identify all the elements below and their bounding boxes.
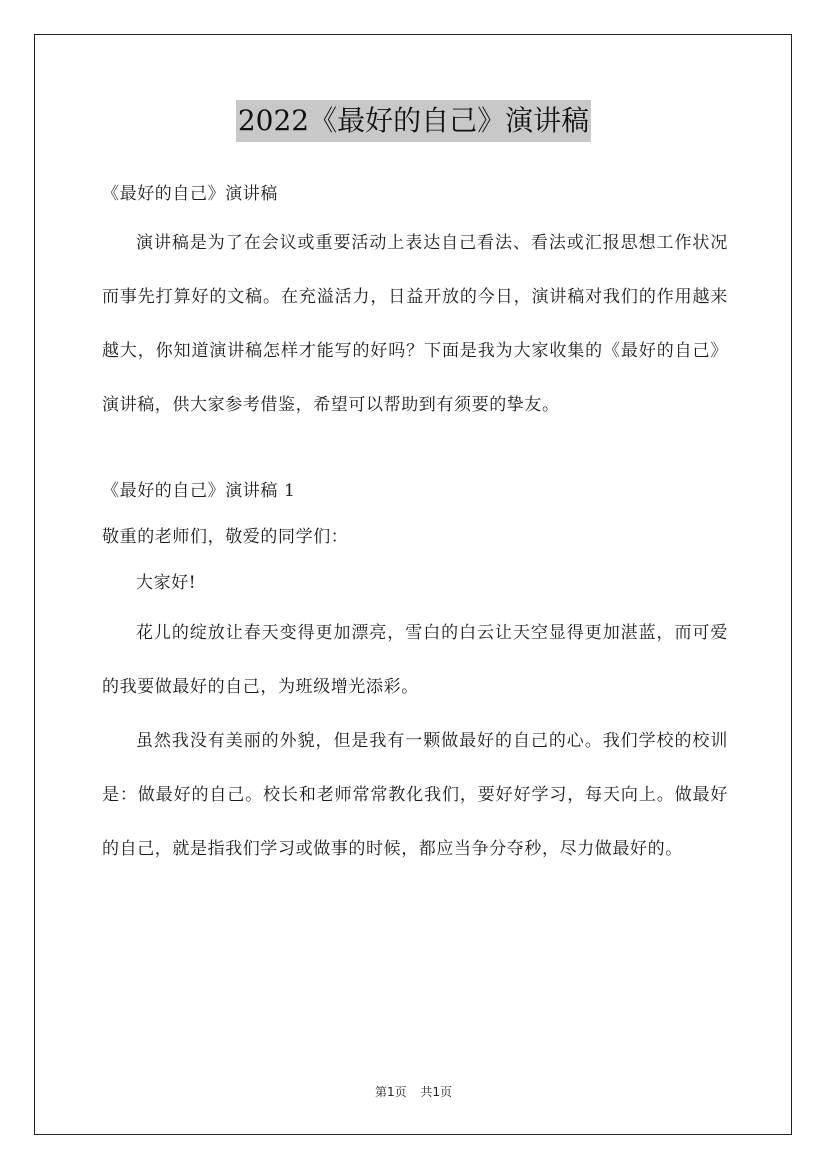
salutation: 敬重的老师们，敬爱的同学们： xyxy=(102,527,349,547)
title-container xyxy=(0,100,827,142)
section-heading: 《最好的自己》演讲稿 1 xyxy=(102,481,296,501)
body-paragraph-1: 花儿的绽放让春天变得更加漂亮，雪白的白云让天空显得更加湛蓝，而可爱的我要做最好的自己，为班级增光添彩。 xyxy=(102,623,728,697)
greeting: 大家好! xyxy=(136,573,197,593)
body-paragraph-2: 虽然我没有美丽的外貌，但是我有一颗做最好的自己的心。我们学校的校训是：做最好的自己。校长和老师常常教化我们，要好好学习，每天向上。做最好的自己，就是指我们学习或做事的时候，都应当争分夺秒，尽力做最好的。 xyxy=(102,731,728,859)
page-footer xyxy=(0,1083,827,1100)
document-title: 2022《最好的自己》演讲稿 xyxy=(236,100,591,142)
document-subtitle: 《最好的自己》演讲稿 xyxy=(102,184,278,204)
page-total: 共1页 xyxy=(420,1085,453,1099)
section-gap xyxy=(102,432,728,468)
intro-paragraph: 演讲稿是为了在会议或重要活动上表达自己看法、看法或汇报思想工作状况而事先打算好的文稿。在充溢活力，日益开放的今日，演讲稿对我们的作用越来越大，你知道演讲稿怎样才能写的好吗？下面是我为大家收集的《最好的自己》演讲稿，供大家参考借鉴，希望可以帮助到有须要的挚友。 xyxy=(102,233,728,415)
page-number: 第1页 xyxy=(374,1085,407,1099)
document-body xyxy=(102,172,728,876)
